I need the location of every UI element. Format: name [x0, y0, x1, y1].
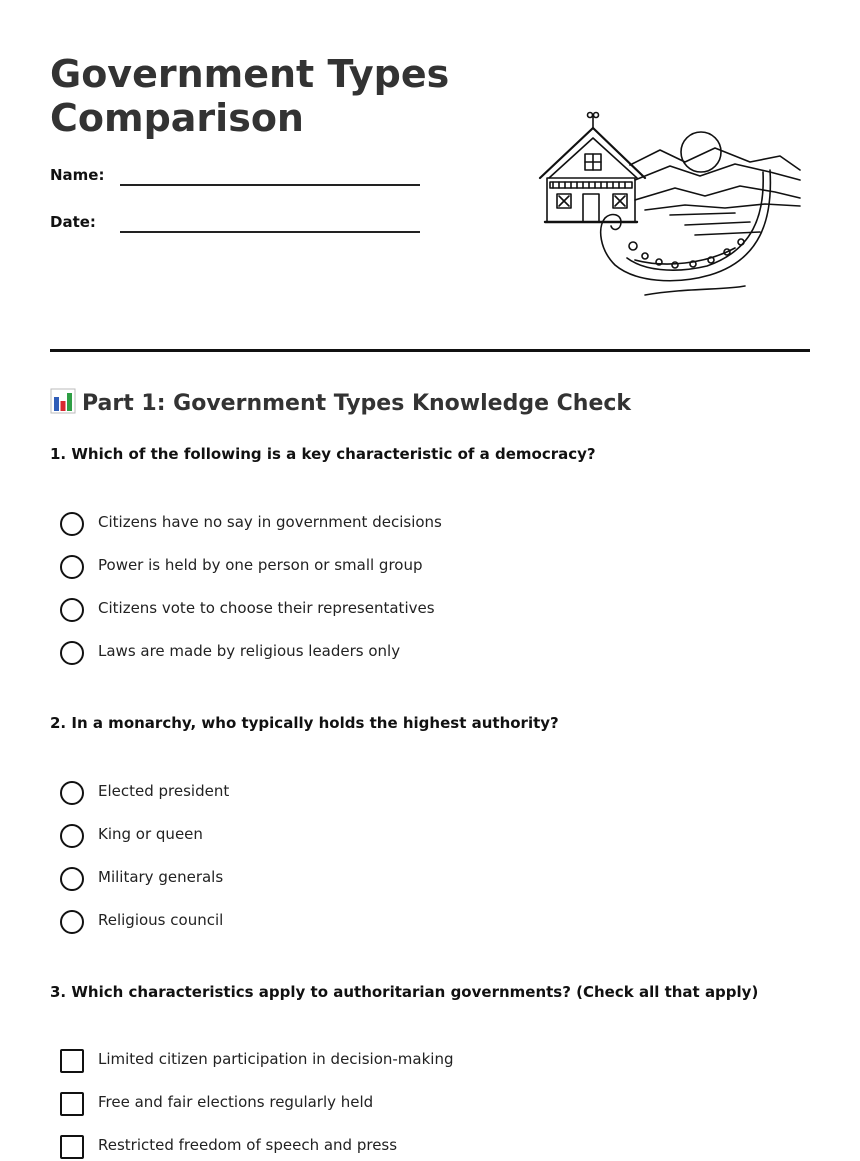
radio-button[interactable] [60, 555, 84, 579]
q3-option-2[interactable] [60, 1092, 760, 1118]
option-label: Free and fair elections regularly held [98, 1093, 374, 1111]
radio-button[interactable] [60, 512, 84, 536]
question-2: 2. In a monarchy, who typically holds the highest authority? [50, 714, 559, 732]
option-label: King or queen [98, 825, 203, 843]
q1-option-2[interactable] [60, 555, 760, 581]
option-label: Power is held by one person or small group [98, 556, 423, 574]
question-3: 3. Which characteristics apply to authoritarian governments? (Check all that apply) [50, 983, 759, 1001]
q2-option-1[interactable] [60, 781, 760, 807]
date-field [50, 213, 420, 243]
q1-option-1[interactable] [60, 512, 760, 538]
checkbox[interactable] [60, 1135, 84, 1159]
q2-option-2[interactable] [60, 824, 760, 850]
q3-option-1[interactable] [60, 1049, 760, 1075]
option-label: Religious council [98, 911, 224, 929]
radio-button[interactable] [60, 641, 84, 665]
worksheet-title: Government Types Comparison [50, 52, 450, 140]
part1-title [50, 388, 631, 416]
radio-button[interactable] [60, 781, 84, 805]
q1-option-3[interactable] [60, 598, 760, 624]
q2-option-3[interactable] [60, 867, 760, 893]
q3-option-3[interactable] [60, 1135, 760, 1161]
radio-button[interactable] [60, 867, 84, 891]
option-label: Military generals [98, 868, 224, 886]
name-field [50, 166, 420, 196]
part1-title-text: Part 1: Government Types Knowledge Check [82, 391, 632, 416]
name-input-line[interactable] [120, 184, 420, 186]
header-divider [50, 349, 810, 352]
q1-option-4[interactable] [60, 641, 760, 667]
radio-button[interactable] [60, 598, 84, 622]
date-input-line[interactable] [120, 231, 420, 233]
option-label: Elected president [98, 782, 230, 800]
option-label: Citizens have no say in government decisions [98, 513, 442, 531]
checkbox[interactable] [60, 1092, 84, 1116]
checkbox[interactable] [60, 1049, 84, 1073]
q2-option-4[interactable] [60, 910, 760, 936]
option-label: Laws are made by religious leaders only [98, 642, 401, 660]
name-label: Name: [50, 166, 105, 184]
option-label: Limited citizen participation in decision-making [98, 1050, 454, 1068]
option-label: Citizens vote to choose their representatives [98, 599, 435, 617]
question-1: 1. Which of the following is a key characteristic of a democracy? [50, 445, 596, 463]
option-label: Restricted freedom of speech and press [98, 1136, 398, 1154]
bar-chart-icon [50, 388, 76, 414]
radio-button[interactable] [60, 910, 84, 934]
date-label: Date: [50, 213, 96, 231]
viking-house-longship-illustration [535, 110, 805, 305]
radio-button[interactable] [60, 824, 84, 848]
